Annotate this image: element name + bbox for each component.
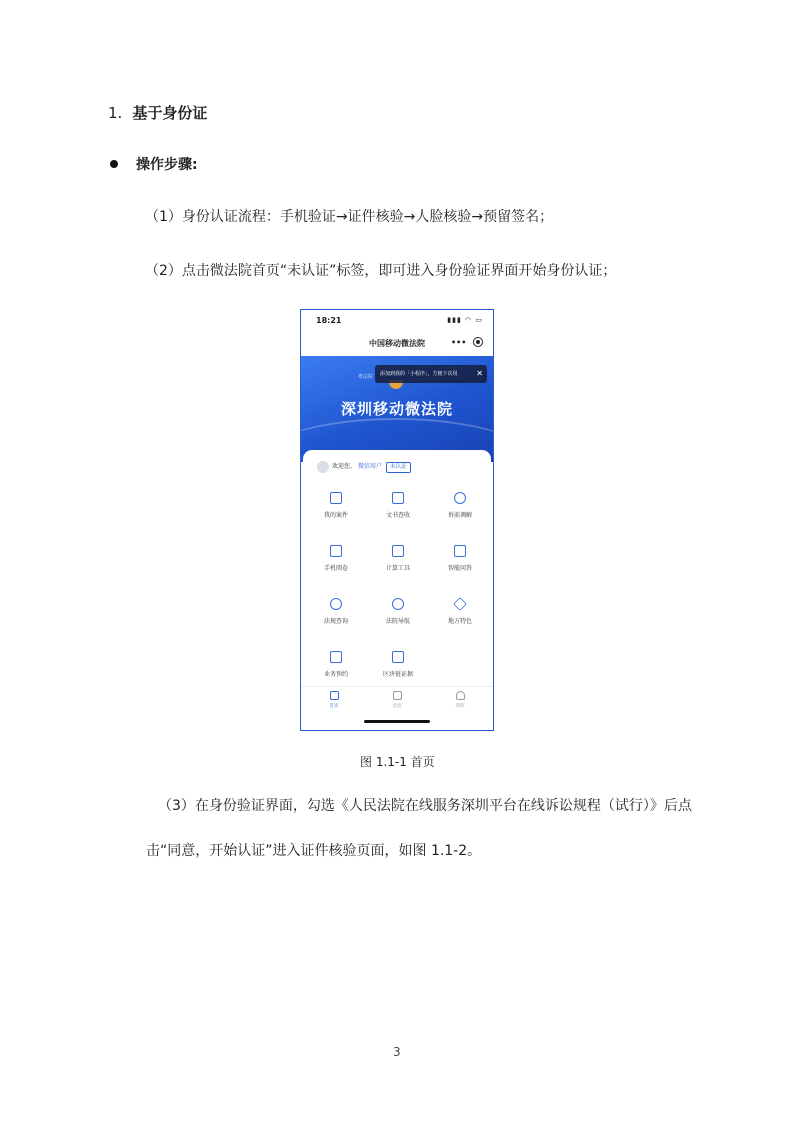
blockchain-icon (392, 651, 404, 663)
folder-icon (330, 492, 342, 504)
grid-label: 业务预约 (323, 671, 348, 678)
grid-label: 手机阅卷 (323, 565, 348, 572)
grid-item-documents[interactable] (373, 492, 423, 519)
tab-mine[interactable] (445, 691, 475, 709)
app-title: 中国移动微法院 (369, 339, 425, 348)
status-bar (301, 310, 493, 332)
grid-item-my-cases[interactable] (311, 492, 361, 519)
compass-icon (392, 598, 404, 610)
bullet-icon (110, 160, 118, 168)
calendar-icon (330, 651, 342, 663)
more-icon[interactable]: ••• (451, 338, 467, 347)
grid-item-appointment[interactable] (311, 651, 361, 678)
grid-item-calculator[interactable] (373, 545, 423, 572)
page-number: 3 (393, 1045, 401, 1059)
step-3-text: （3）在身份验证界面，勾选《人民法院在线服务深圳平台在线诉讼规程（试行）》后点 (158, 798, 692, 814)
grid-label: 地方特色 (447, 618, 472, 625)
tab-label: 消息 (392, 704, 402, 709)
step-2-text: （2）点击微法院首页“未认证”标签，即可进入身份验证界面开始身份认证； (145, 263, 617, 279)
steps-heading: 操作步骤: (136, 157, 198, 173)
tab-bar (301, 686, 493, 717)
step-3-text-continued: 击“同意，开始认证”进入证件核验页面，如图 1.1-2。 (146, 843, 482, 859)
home-card (303, 450, 491, 710)
status-time: 18:21 (316, 316, 342, 325)
grid-label: 我的案件 (323, 512, 348, 519)
book-icon (330, 545, 342, 557)
tip-close-icon[interactable]: ✕ (476, 369, 483, 378)
signal-wifi-battery-icon: ▮▮▮ ◠ ▭ (447, 316, 483, 324)
grid-item-mediation[interactable] (435, 492, 485, 519)
grid-item-local-features[interactable] (435, 598, 485, 625)
figure-caption: 图 1.1-1 首页 (360, 755, 435, 769)
avatar (317, 461, 329, 473)
diamond-icon (453, 597, 467, 611)
people-icon (454, 492, 466, 504)
grid-label: 诉前调解 (447, 512, 472, 519)
tip-text: 添加到我的「小程序」，方便下次用 (380, 371, 458, 377)
section-heading (108, 102, 207, 123)
step-1-text: （1）身份认证流程：手机验证→证件核验→人脸核验→预留签名； (145, 209, 554, 225)
unverified-badge[interactable]: 未认证 (386, 462, 411, 473)
document-search-icon (392, 492, 404, 504)
welcome-row (317, 460, 411, 474)
phone-screenshot (300, 309, 494, 731)
grid-label: 智能问答 (447, 565, 472, 572)
grid-label: 法院导航 (385, 618, 410, 625)
chat-icon (454, 545, 466, 557)
banner (301, 356, 493, 462)
search-icon (330, 598, 342, 610)
tab-messages[interactable] (382, 691, 412, 709)
mini-program-titlebar (301, 332, 493, 356)
grid-item-mobile-reading[interactable] (311, 545, 361, 572)
tab-label: 我的 (455, 704, 465, 709)
grid-label: 区块链证据 (382, 671, 413, 678)
banner-title: 深圳移动微法院 (340, 400, 453, 418)
grid-label: 计算工具 (385, 565, 410, 572)
section-number: 1. (108, 104, 123, 122)
banner-small-text: 粤法院 (358, 374, 374, 380)
close-program-icon[interactable] (473, 337, 483, 347)
user-icon (456, 691, 465, 700)
grid-label: 文书查收 (385, 512, 410, 519)
user-name: 微信用户 (358, 463, 383, 470)
home-icon (330, 691, 339, 700)
grid-label: 法规查询 (323, 618, 348, 625)
message-icon (393, 691, 402, 700)
add-to-my-programs-tip[interactable] (375, 365, 487, 383)
grid-item-law-search[interactable] (311, 598, 361, 625)
grid-item-court-navigation[interactable] (373, 598, 423, 625)
home-indicator (364, 720, 430, 723)
tab-label: 首页 (329, 704, 339, 709)
calculator-icon (392, 545, 404, 557)
grid-item-blockchain-evidence[interactable] (373, 651, 423, 678)
welcome-text: 欢迎您， (332, 463, 357, 470)
section-title: 基于身份证 (132, 104, 208, 122)
tab-home[interactable] (319, 691, 349, 709)
grid-item-smart-qa[interactable] (435, 545, 485, 572)
